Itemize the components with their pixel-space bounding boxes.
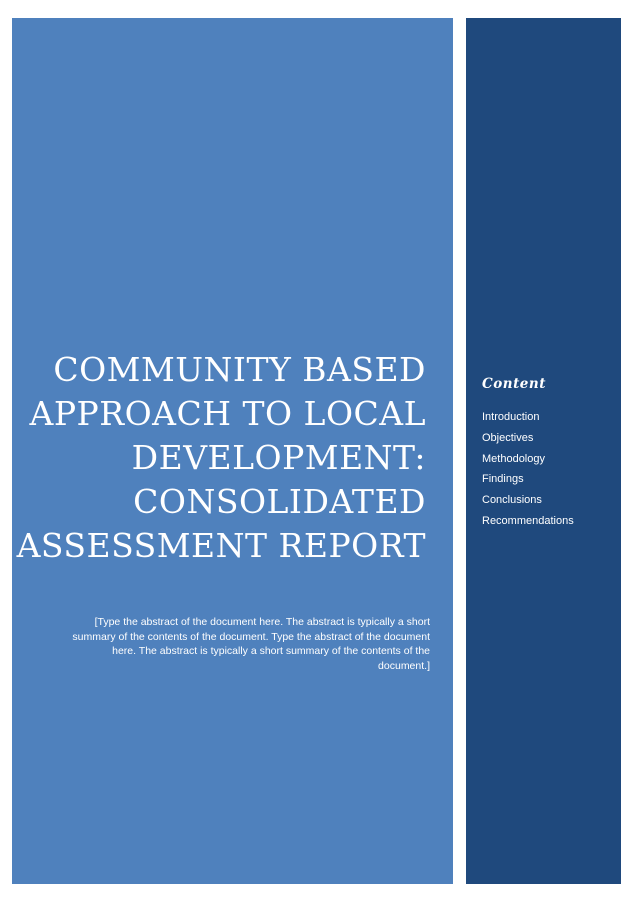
title-line-2: APPROACH TO LOCAL [29,394,426,433]
document-title [12,348,426,568]
contents-item-conclusions: Conclusions [482,494,542,507]
contents-item-findings: Findings [482,473,524,486]
contents-item-methodology: Methodology [482,452,545,465]
title-line-1: COMMUNITY BASED [53,350,426,389]
cover-main-panel [12,18,453,884]
contents-heading: Content [482,376,546,392]
title-line-3: DEVELOPMENT: [131,438,426,477]
document-abstract: [Type the abstract of the document here. The abstract is typically a short summary of the contents of the document. Type the abstract of the document here. The abstract is typically a short summary of the contents of the document.] [72,616,430,672]
title-line-4: CONSOLIDATED [133,482,426,521]
title-line-5: ASSESSMENT REPORT [16,526,426,565]
contents-sidebar [466,18,621,884]
contents-list [482,407,574,532]
contents-item-recommendations: Recommendations [482,514,574,527]
contents-item-introduction: Introduction [482,411,540,423]
contents-item-objectives: Objectives [482,431,534,444]
